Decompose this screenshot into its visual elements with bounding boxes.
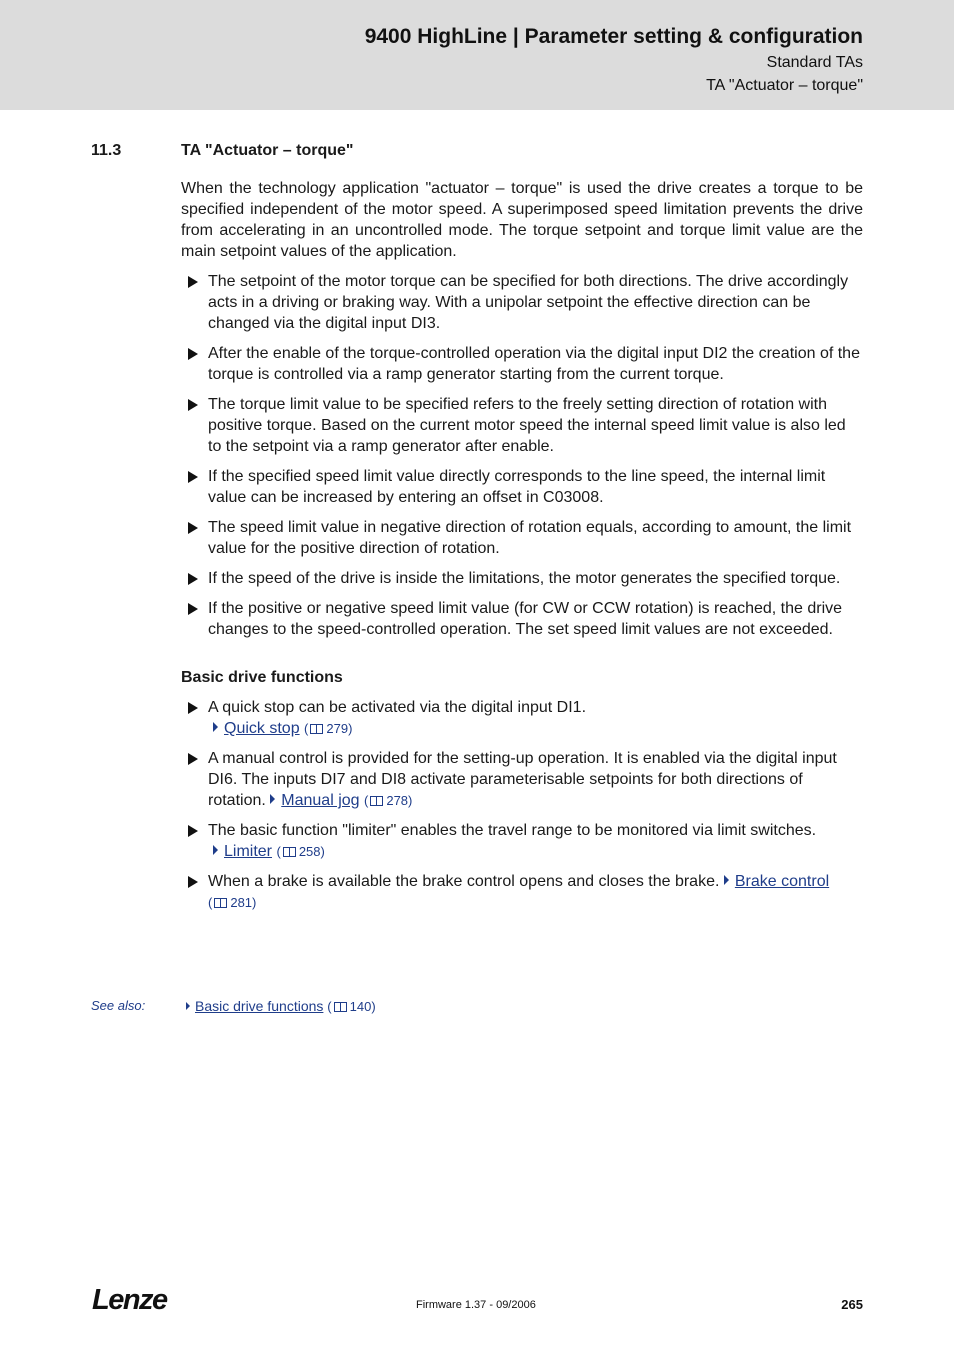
bullet-item (181, 568, 863, 589)
bullet-text: The speed limit value in negative direction of rotation equals, according to amount, the limit value for the positive direction of rotation. (208, 519, 852, 557)
page-number: 265 (841, 1297, 863, 1312)
book-icon (214, 898, 227, 908)
firmware-version: Firmware 1.37 - 09/2006 (416, 1299, 536, 1311)
bullet-arrow-icon (188, 276, 198, 288)
see-also-reference (186, 998, 376, 1014)
bullet-text: A quick stop can be activated via the digital input DI1. (208, 699, 587, 716)
bullet-item (181, 517, 863, 559)
book-icon (283, 847, 296, 857)
bullet-text: The setpoint of the motor torque can be specified for both directions. The drive accordingly acts in a driving or braking way. With a unipolar setpoint the effective direction can be changed via the digital input DI3. (208, 273, 849, 332)
bullet-item (181, 466, 863, 508)
bullet-item (181, 598, 863, 640)
see-also-label: See also: (91, 998, 146, 1013)
bullet-arrow-icon (188, 825, 198, 837)
link-arrow-icon (186, 1002, 190, 1010)
bullet-item (181, 271, 863, 334)
bullet-arrow-icon (188, 603, 198, 615)
basic-function-item (181, 820, 863, 862)
basic-functions-heading: Basic drive functions (181, 669, 343, 686)
bullet-arrow-icon (188, 348, 198, 360)
brake-control-link[interactable]: Brake control (734, 873, 830, 890)
basic-function-item (181, 871, 863, 913)
bullet-text: The torque limit value to be specified refers to the freely setting direction of rotation with positive torque. Based on the current motor speed the internal speed limit value is also led to the setpoint via a ramp generator after enable. (208, 396, 846, 455)
page-reference: ( 281) (208, 895, 257, 910)
book-icon (310, 724, 323, 734)
bullet-text: When a brake is available the brake control opens and closes the brake. (208, 873, 720, 890)
bullet-text: If the specified speed limit value directly corresponds to the line speed, the internal limit value can be increased by entering an offset in C03008. (208, 468, 826, 506)
header-subtitle-section: TA "Actuator – torque" (706, 77, 863, 94)
limiter-link[interactable]: Limiter (224, 843, 273, 860)
header-title: 9400 HighLine | Parameter setting & configuration (364, 25, 863, 48)
bullet-arrow-icon (188, 573, 198, 585)
book-icon (334, 1002, 347, 1012)
section-number: 11.3 (91, 142, 122, 159)
main-content (181, 178, 863, 922)
page-reference: ( 278) (364, 793, 413, 808)
section-title: TA "Actuator – torque" (181, 142, 354, 159)
limiter-reference (208, 841, 863, 862)
bullet-arrow-icon (188, 753, 198, 765)
page-reference: ( 258) (276, 844, 325, 859)
lenze-logo: Lenze (92, 1284, 167, 1316)
link-arrow-icon (270, 794, 275, 804)
quick-stop-reference (208, 718, 863, 739)
header-subtitle-chapter: Standard TAs (766, 54, 863, 71)
bullet-arrow-icon (188, 399, 198, 411)
basic-function-item (181, 697, 863, 739)
bullet-text: If the positive or negative speed limit value (for CW or CCW rotation) is reached, the drive changes to the speed-controlled operation. The set speed limit values are not exceeded. (208, 600, 843, 638)
bullet-item (181, 343, 863, 385)
bullet-arrow-icon (188, 876, 198, 888)
basic-function-item (181, 748, 863, 811)
bullet-arrow-icon (188, 702, 198, 714)
manual-jog-reference (270, 792, 412, 809)
page-reference: ( 279) (304, 721, 353, 736)
quick-stop-link[interactable]: Quick stop (224, 720, 300, 737)
book-icon (370, 796, 383, 806)
bullet-text: If the speed of the drive is inside the limitations, the motor generates the specified torque. (208, 570, 841, 587)
basic-drive-functions-link[interactable]: Basic drive functions (195, 998, 324, 1014)
manual-jog-link[interactable]: Manual jog (281, 792, 360, 809)
bullet-arrow-icon (188, 522, 198, 534)
bullet-text: The basic function "limiter" enables the travel range to be monitored via limit switches. (208, 822, 817, 839)
intro-paragraph: When the technology application "actuator – torque" is used the drive creates a torque to be specified independent of the motor speed. A superimposed speed limitation prevents the drive from accelerating in an uncontrolled mode. The torque setpoint and torque limit value are the main setpoint values of the application. (181, 180, 863, 260)
link-arrow-icon (724, 875, 729, 885)
bullet-arrow-icon (188, 471, 198, 483)
link-arrow-icon (213, 722, 218, 732)
bullet-text: After the enable of the torque-controlled operation via the digital input DI2 the creation of the torque is controlled via a ramp generator starting from the current torque. (208, 345, 860, 383)
link-arrow-icon (213, 845, 218, 855)
page-reference: ( 140) (327, 999, 376, 1014)
bullet-text: A manual control is provided for the setting-up operation. It is enabled via the digital input DI6. The inputs DI7 and DI8 activate parameterisable setpoints for both directions of rotation. (208, 750, 837, 809)
bullet-item (181, 394, 863, 457)
brake-control-reference (724, 873, 829, 890)
